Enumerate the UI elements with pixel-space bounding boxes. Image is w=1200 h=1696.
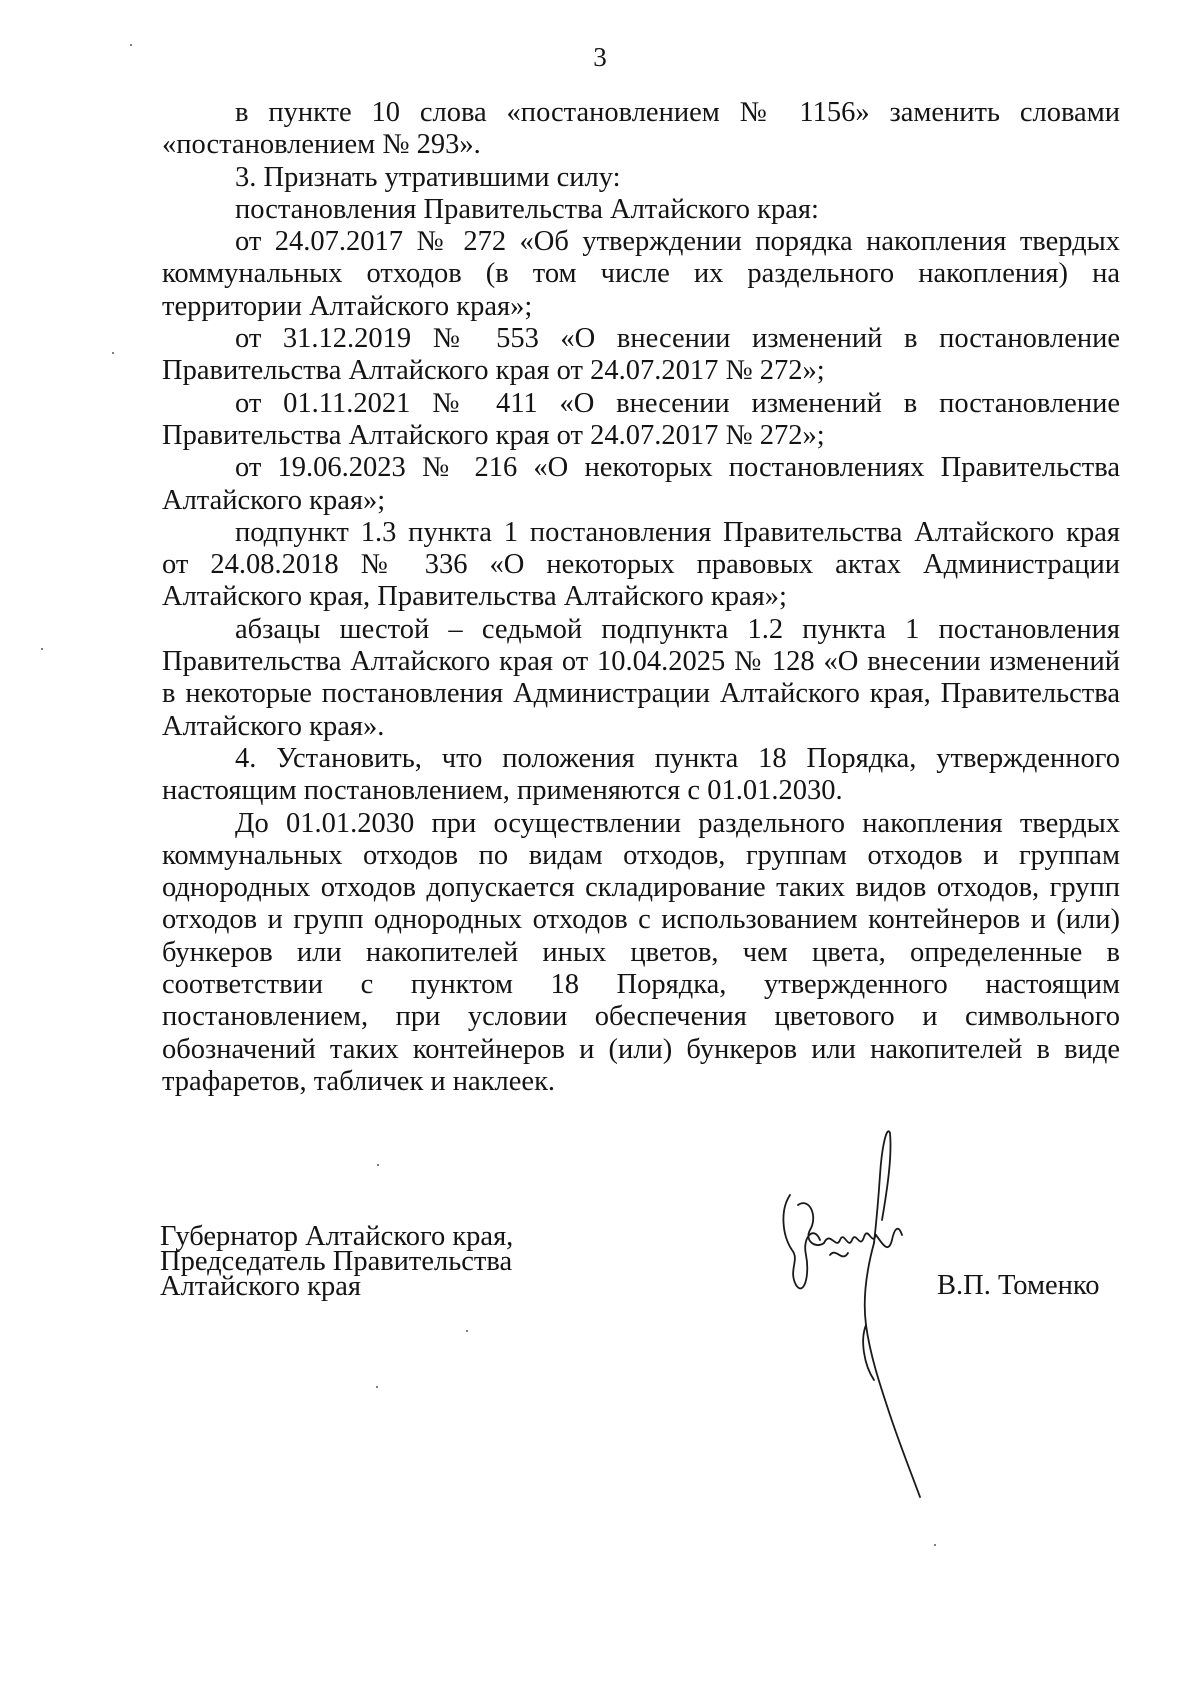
scan-speck <box>934 1544 936 1546</box>
paragraph-section-3-heading: 3. Признать утратившими силу: <box>235 161 621 193</box>
paragraph-resolution-336: подпункт 1.3 пункта 1 постановления Правительства Алтайского края от 24.08.2018 № 336 «О некоторых правовых актах Администрации Алтайского края, Правительства Алтайского края»; <box>162 516 1120 613</box>
paragraph-section-4: 4. Установить, что положения пункта 18 Порядка, утвержденного настоящим постановлением, применяются с 01.01.2030. <box>162 742 1120 807</box>
page-number: 3 <box>593 42 607 72</box>
paragraph-resolution-553: от 31.12.2019 № 553 «О внесении изменений в постановление Правительства Алтайского края от 24.07.2017 № 272»; <box>162 323 1120 387</box>
signatory-title-line: Губернатор Алтайского края, <box>160 1221 514 1252</box>
scan-speck <box>466 1330 468 1332</box>
paragraph-resolution-216: от 19.06.2023 № 216 «О некоторых постановлениях Правительства Алтайского края»; <box>162 452 1120 516</box>
paragraph-transition-provision: До 01.01.2030 при осуществлении раздельного накопления твердых коммунальных отходов по видам отходов, группам отходов и группам однородных отходов допускается складирование таких видов отходов, групп отходов и групп однородных отходов с использованием контейнеров и (или) бункеров или накопителей иных цветов, чем цвета, определенные в соответствии с пунктом 18 Порядка, утвержденного настоящим постановлением, при условии обеспечения цветового и символьного обозначений таких контейнеров и (или) бункеров или накопителей в виде трафаретов, табличек и наклеек. <box>162 807 1120 1097</box>
signatory-title-line: Алтайского края <box>160 1271 362 1302</box>
paragraph-resolution-272: от 24.07.2017 № 272 «Об утверждении порядка накопления твердых коммунальных отходов (в том числе их раздельного накопления) на территории Алтайского края»; <box>162 226 1120 322</box>
handwritten-signature <box>770 1125 950 1515</box>
paragraph-item-10-amendment: в пункте 10 слова «постановлением № 1156» заменить словами «постановлением № 293». <box>162 97 1120 161</box>
paragraph-resolution-411: от 01.11.2021 № 411 «О внесении изменений в постановление Правительства Алтайского края от 24.07.2017 № 272»; <box>162 387 1120 451</box>
signatory-name: В.П. Томенко <box>937 1270 1100 1301</box>
scan-speck <box>376 1386 378 1388</box>
scan-speck <box>41 648 43 650</box>
scan-speck <box>130 44 132 46</box>
scan-speck <box>112 352 114 354</box>
paragraph-resolution-128: абзацы шестой – седьмой подпункта 1.2 пункта 1 постановления Правительства Алтайского края от 10.04.2025 № 128 «О внесении изменений в некоторые постановления Администрации Алтайского края, Правительства Алтайского края». <box>162 613 1120 742</box>
signatory-title-line: Председатель Правительства <box>160 1246 513 1277</box>
signatory-title <box>160 1221 514 1302</box>
scan-speck <box>377 1164 379 1166</box>
paragraph-resolutions-intro: постановления Правительства Алтайского края: <box>235 193 819 225</box>
document-body <box>162 97 1120 1098</box>
